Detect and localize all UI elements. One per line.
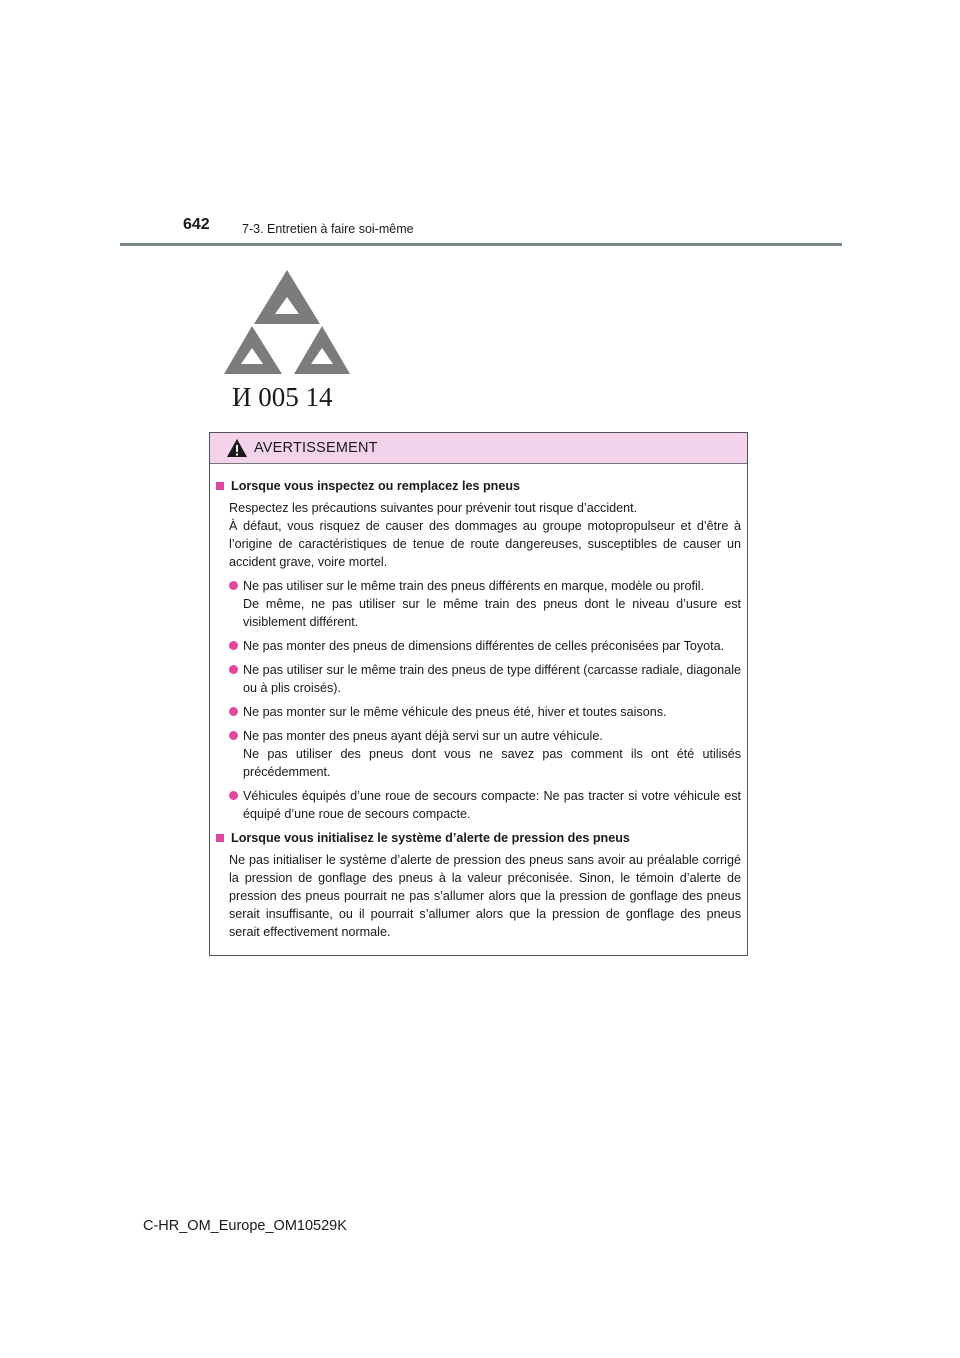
round-bullet-icon <box>229 791 238 800</box>
list-item <box>229 703 741 721</box>
round-bullet-icon <box>229 581 238 590</box>
list-item-text: Ne pas monter sur le même véhicule des pneus été, hiver et toutes saisons. <box>243 705 667 719</box>
heading-text: Lorsque vous initialisez le système d’alerte de pression des pneus <box>231 831 630 845</box>
round-bullet-icon <box>229 731 238 740</box>
tire-marking-figure <box>222 262 352 412</box>
section-title: 7-3. Entretien à faire soi-même <box>242 222 414 236</box>
round-bullet-icon <box>229 665 238 674</box>
square-bullet-icon <box>216 482 224 490</box>
intro-line: Respectez les précautions suivantes pour prévenir tout risque d’accident. <box>229 501 638 515</box>
list-item-text: Véhicules équipés d’une roue de secours compacte: Ne pas tracter si votre véhicule est équipé d’une roue de secours compacte. <box>243 789 741 821</box>
warning-box <box>209 432 748 956</box>
warning-title: AVERTISSEMENT <box>254 440 378 456</box>
marking-text: И 005 14 <box>232 382 333 412</box>
list-item-text: Ne pas monter des pneus ayant déjà servi sur un autre véhicule. <box>243 729 603 743</box>
list-item-text: Ne pas monter des pneus de dimensions différentes de celles préconisées par Toyota. <box>243 639 725 653</box>
paragraph: Ne pas initialiser le système d’alerte de pression des pneus sans avoir au préalable corrigé la pression de gonflage des pneus à la valeur préconisée. Sinon, le témoin d’alerte de pression des pneus pourrait ne pas s’allumer alors que la pression de gonflage des pneus serait insuffisante, ou il pourrait s’allumer alors que la pression de gonflage des pneus serait effectivement normale. <box>229 853 741 939</box>
section-heading <box>216 829 741 847</box>
round-bullet-icon <box>229 641 238 650</box>
section-heading <box>216 477 741 495</box>
heading-text: Lorsque vous inspectez ou remplacez les pneus <box>231 479 521 493</box>
square-bullet-icon <box>216 834 224 842</box>
list-item <box>229 577 741 631</box>
round-bullet-icon <box>229 707 238 716</box>
list-item-text: Ne pas utiliser des pneus dont vous ne savez pas comment ils ont été utilisés précédemment. <box>243 747 741 779</box>
header-divider <box>120 243 842 246</box>
list-item-text: De même, ne pas utiliser sur le même train des pneus dont le niveau d’usure est visiblement différent. <box>243 597 741 629</box>
list-item-text: Ne pas utiliser sur le même train des pneus différents en marque, modèle ou profil. <box>243 579 705 593</box>
triangle-mark-icon <box>222 262 352 412</box>
list-item <box>229 787 741 823</box>
intro-line: À défaut, vous risquez de causer des dommages au groupe motopropulseur et d’être à l’origine de caractéristiques de tenue de route dangereuses, susceptibles de causer un accident grave, voire mortel. <box>229 519 741 569</box>
list-item <box>229 661 741 697</box>
document-id: C-HR_OM_Europe_OM10529K <box>143 1218 347 1234</box>
list-item <box>229 727 741 781</box>
list-item <box>229 637 741 655</box>
warning-icon <box>226 438 248 458</box>
warning-header <box>210 433 747 464</box>
warning-body <box>210 464 747 941</box>
intro-paragraph <box>229 499 741 571</box>
list-item-text: Ne pas utiliser sur le même train des pneus de type différent (carcasse radiale, diagonale ou à plis croisés). <box>243 663 741 695</box>
page-number: 642 <box>183 216 210 233</box>
